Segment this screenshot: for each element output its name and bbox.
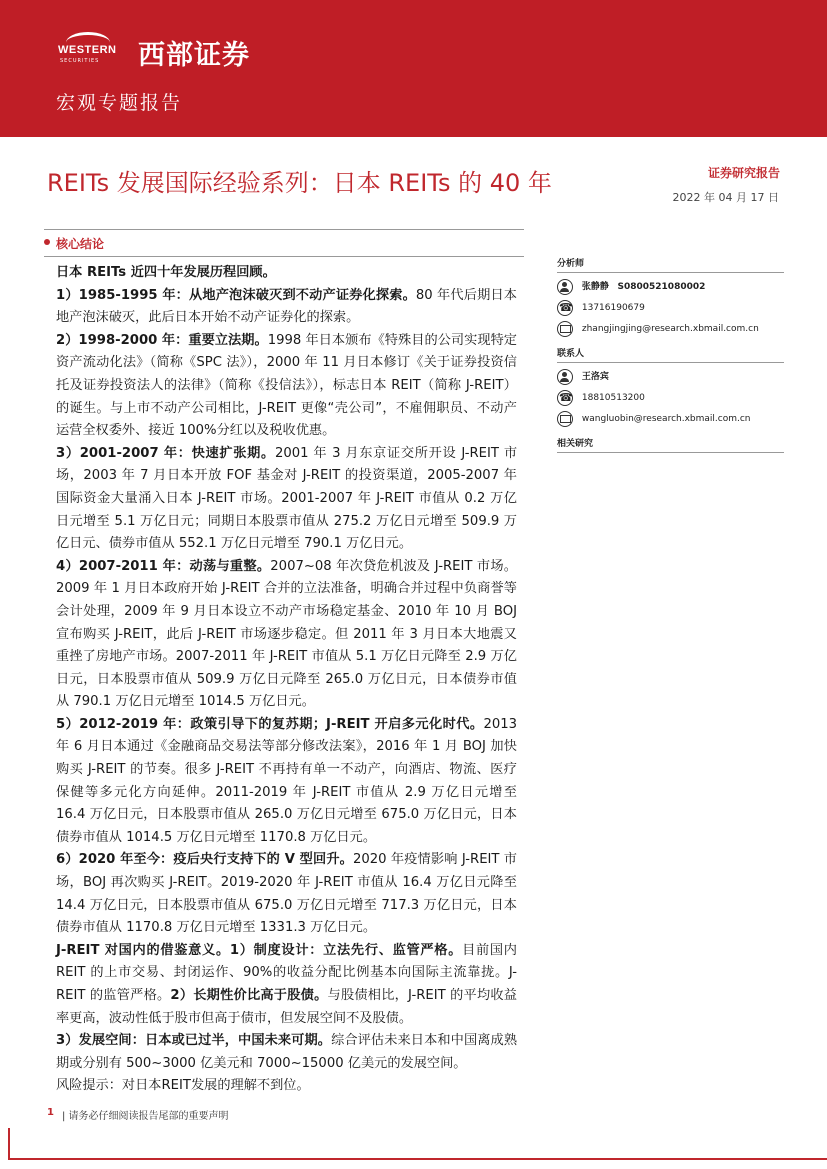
person-icon [557,369,573,385]
header-banner [0,0,827,137]
report-tag: 证券研究报告 [707,166,780,180]
report-type: 宏观专题报告 [56,92,183,114]
analyst-phone-row [557,298,784,319]
analyst-cert: S0800521080002 [617,282,706,292]
paragraph-text: 综合评估未来日本和中国离成熟期或分别有 500~3000 亿美元和 7000~15000 亿美元的发展空间。 [56,1033,518,1071]
section-heading-label: 核心结论 [56,237,105,251]
paragraph [56,262,517,285]
paragraph-heading: 5）2012-2019 年：政策引导下的复苏期；J-REIT 开启多元化时代。 [56,716,484,732]
paragraph [56,849,517,939]
mail-icon [557,411,573,427]
contact-email-row [557,409,784,430]
analyst-email-row [557,319,784,340]
phone-icon [557,390,573,406]
paragraph-text: 2020 年疫情影响 J-REIT 市场，BOJ 再次购买 J-REIT。2019-2020 年 J-REIT 市值从 16.4 万亿日元降至 14.4 万亿日元，日本股票市值从 675.0 万亿日元增至 717.3 万亿日元，日本债券市值从 1170.8 万亿日元增至 1331.3 万亿日元。 [56,852,517,936]
paragraph-heading: 1）1985-1995 年：从地产泡沫破灭到不动产证券化探索。 [56,287,416,303]
contact-name-row [557,367,784,388]
divider [44,229,524,230]
paragraph-heading: 3）发展空间：日本或已过半，中国未来可期。 [56,1033,332,1049]
paragraph-text: 2001 年 3 月东京证交所开设 J-REIT 市场，2003 年 7 月日本开放 FOF 基金对 J-REIT 的投资渠道，2005-2007 年国际资金大量涌入日本 J-REIT 市场。2001-2007 年 J-REIT 市值从 0.2 万亿日元增至 5.1 万亿日元；同期日本股票市值从 275.2 万亿日元增至 509.9 万亿日元、债券市值从 552.1 万亿日元增至 790.1 万亿日元。 [56,445,518,552]
paragraph-text: 与股债相比，J-REIT 的平均收益率更高，波动性低于股市但高于债市，但发展空间不及股债。 [56,988,517,1026]
analyst-heading: 分析师 [557,254,784,273]
summary-body [56,262,517,1098]
page-number: 1 [47,1107,54,1118]
report-date: 2022 年 04 月 17 日 [672,191,779,204]
paragraph-text: 80 年代后期日本地产泡沫破灭，此后日本开始不动产证券化的探索。 [56,287,517,326]
mail-icon [557,321,573,337]
paragraph-heading: J-REIT 对国内的借鉴意义。1）制度设计：立法先行、监管严格。 [56,942,463,958]
analyst-name-row [557,277,784,298]
bottom-rule [8,1158,827,1160]
contact-phone: 18810513200 [581,393,645,403]
paragraph-heading: 6）2020 年至今：疫后央行支持下的 V 型回升。 [56,852,353,868]
bullet-icon [44,239,50,245]
paragraph-text: 1998 年日本颁布《特殊目的公司实现特定资产流动化法》（简称《SPC 法》），2000 年 11 月日本修订《关于证券投资信托及证券投资法人的法律》（简称《投信法》），标志日本 REIT（简称 J-REIT）的诞生。与上市不动产公司相比，J-REIT 更像“壳公司”，不雇佣职员、不动产运营全权委外、接近 100%分红以及税收优惠。 [56,332,517,439]
analyst-phone: 13716190679 [581,303,645,313]
logo-en-sub: SECURITIES [60,58,100,64]
sidebar [557,254,784,457]
phone-icon [557,300,573,316]
western-logo [58,44,117,56]
paragraph-heading: 2）长期性价比高于股债。 [170,988,328,1003]
contact-email[interactable]: wangluobin@research.xbmail.com.cn [581,414,751,424]
logo-cn: 西部证券 [138,40,250,71]
contact-heading: 联系人 [557,344,784,363]
section-heading [56,235,104,252]
report-title: REITs 发展国际经验系列：日本 REITs 的 40 年 [47,169,552,197]
paragraph [56,940,517,1030]
person-icon [557,279,573,295]
contact-phone-row [557,388,784,409]
analyst-email[interactable]: zhangjingjing@research.xbmail.com.cn [581,324,759,334]
intro-text: 日本 REITs 近四十年发展历程回顾。 [56,265,276,280]
paragraph [56,556,517,714]
contact-name: 王洛宾 [581,372,609,382]
paragraph-heading: 4）2007-2011 年：动荡与重整。 [56,558,271,574]
paragraph [56,330,517,443]
logo-en: WESTERN [58,44,117,56]
logo-arc-icon [66,32,110,53]
paragraph-text: 2007~08 年次贷危机波及 J-REIT 市场。2009 年 1 月日本政府开始 J-REIT 合并的立法准备，明确合并过程中负商誉等会计处理，2009 年 9 月日本设立不动产市场稳定基金、2010 年 10 月 BOJ 宣布购买 J-REIT，此后 J-REIT 市场逐步稳定。但 2011 年 3 月日本大地震又重挫了房地产市场。2007-2011 年 J-REIT 市值从 5.1 万亿日元降至 2.9 万亿日元，日本股票市值从 509.9 万亿日元降至 265.0 万亿日元，日本债券市值从 790.1 万亿日元增至 1014.5 万亿日元。 [56,558,517,710]
paragraph-heading: 2）1998-2000 年：重要立法期。 [56,332,268,348]
paragraph-heading: 3）2001-2007 年：快速扩张期。 [56,445,275,461]
divider [44,256,524,257]
footer-disclaimer: | 请务必仔细阅读报告尾部的重要声明 [62,1111,229,1122]
paragraph [56,285,517,330]
analyst-name: 张静静 [581,282,609,292]
paragraph-text: 2013 年 6 月日本通过《金融商品交易法等部分修改法案》，2016 年 1 月 BOJ 加快购买 J-REIT 的节奏。很多 J-REIT 不再持有单一不动产，向酒店、物流、医疗保健等多元化方向延伸。2011-2019 年 J-REIT 市值从 2.9 万亿日元增至 16.4 万亿日元，日本股票市值从 265.0 万亿日元增至 675.0 万亿日元，日本债券市值从 1014.5 万亿日元增至 1170.8 万亿日元。 [56,716,517,845]
corner-rule [8,1128,10,1160]
paragraph [56,443,517,556]
risk-note: 风险提示：对日本REIT发展的理解不到位。 [56,1078,310,1094]
paragraph-text: 目前国内 REIT 的上市交易、封闭运作、90%的收益分配比例基本向国际主流靠拢。J-REIT 的监管严格。 [56,942,517,1003]
paragraph [56,714,517,850]
related-heading: 相关研究 [557,434,784,453]
paragraph [56,1030,517,1075]
